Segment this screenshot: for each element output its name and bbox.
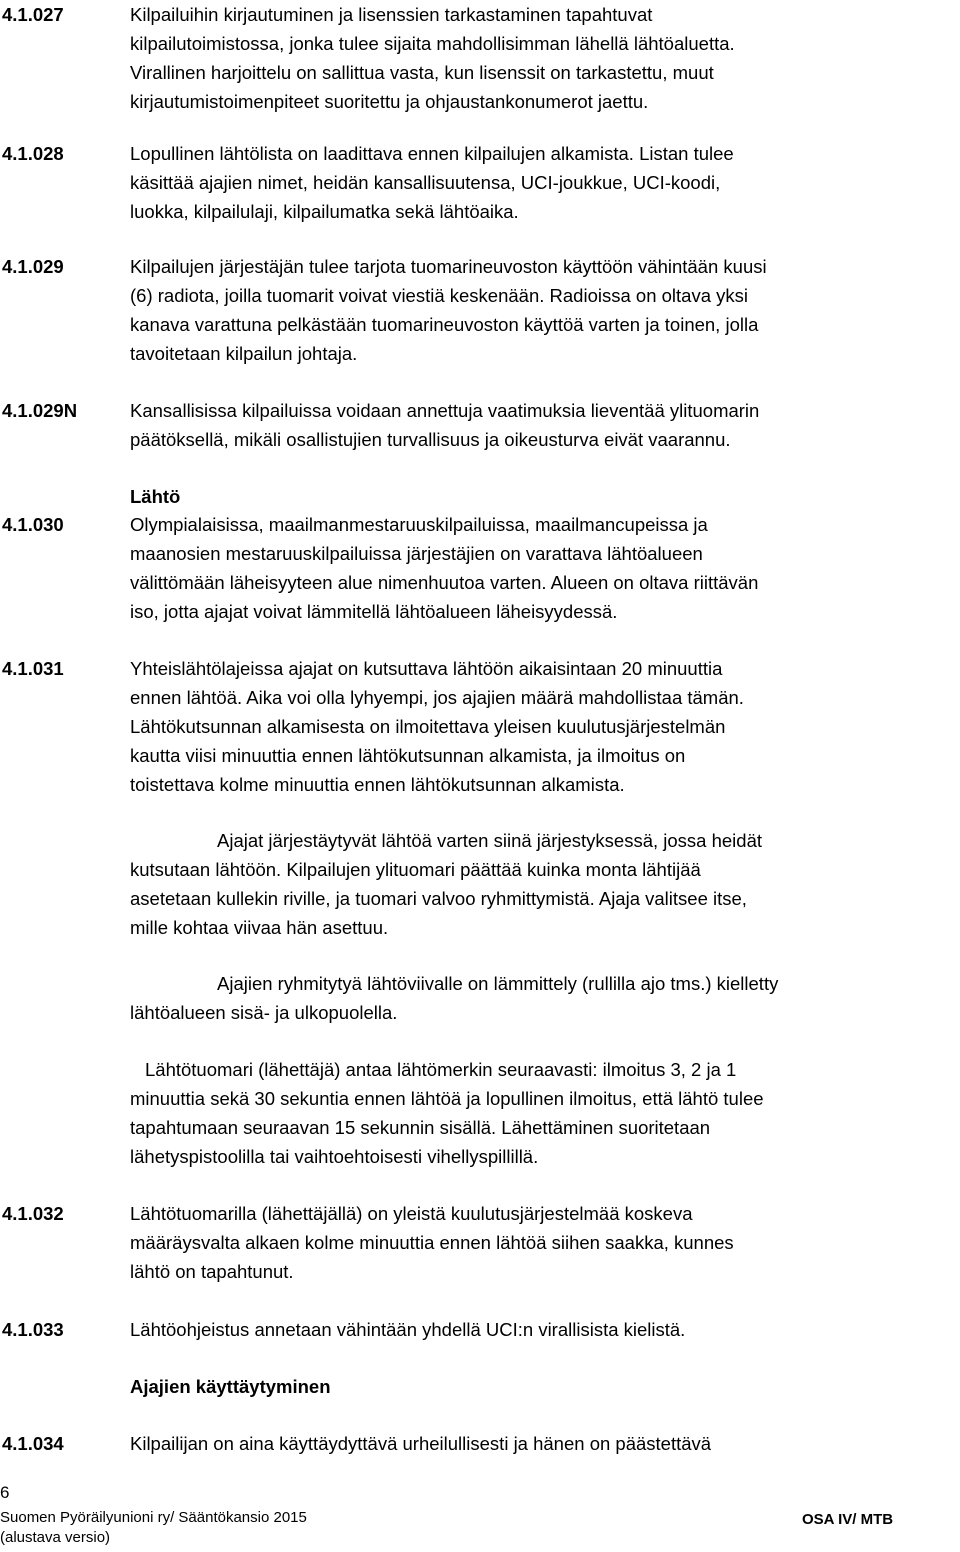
section-heading-start: Lähtö: [130, 486, 181, 507]
rule-text: [130, 1315, 960, 1344]
rule-text: [130, 969, 960, 1027]
rule-text: [130, 1055, 960, 1171]
text-line: kautta viisi minuuttia ennen lähtökutsunnan alkamista, ja ilmoitus on: [130, 745, 686, 767]
rule-text: [130, 654, 960, 799]
rule-text: [130, 826, 960, 942]
rule-text: [130, 1429, 960, 1458]
text-line: lähetyspistoolilla tai vaihtoehtoisesti vihellyspillillä.: [130, 1146, 539, 1168]
text-line: luokka, kilpailulaji, kilpailumatka sekä lähtöaika.: [130, 201, 519, 223]
text-line: Yhteislähtölajeissa ajajat on kutsuttava lähtöön aikaisintaan 20 minuuttia: [130, 658, 723, 679]
text-line: kilpailutoimistossa, jonka tulee sijaita mahdollisimman lähellä lähtöaluetta.: [130, 33, 735, 55]
text-line: määräysvalta alkaen kolme minuuttia ennen lähtöä siihen saakka, kunnes: [130, 1232, 734, 1254]
rule-text: [130, 0, 960, 116]
rule-number: 4.1.028: [2, 143, 64, 164]
text-line: asetetaan kullekin riville, ja tuomari valvoo ryhmittymistä. Ajaja valitsee itse,: [130, 888, 747, 910]
text-line: lähtö on tapahtunut.: [130, 1261, 294, 1283]
text-line: Ajajien ryhmitytyä lähtöviivalle on lämmittely (rullilla ajo tms.) kielletty: [217, 973, 779, 994]
text-line: Kansallisissa kilpailuissa voidaan annettuja vaatimuksia lieventää ylituomarin: [130, 400, 760, 421]
rule-number: 4.1.029: [2, 256, 64, 277]
page-number: 6: [0, 1483, 10, 1502]
section-heading-behaviour: Ajajien käyttäytyminen: [130, 1376, 331, 1397]
rule-text: [130, 1199, 960, 1286]
text-line: Lähtöohjeistus annetaan vähintään yhdellä UCI:n virallisista kielistä.: [130, 1319, 686, 1340]
rule-text: [130, 510, 960, 626]
text-line: Virallinen harjoittelu on sallittua vasta, kun lisenssit on tarkastettu, muut: [130, 62, 714, 84]
text-line: Olympialaisissa, maailmanmestaruuskilpailuissa, maailmancupeissa ja: [130, 514, 708, 535]
footer-section-code: OSA IV/ MTB: [802, 1511, 894, 1528]
footer-publisher-text: Suomen Pyöräilyunioni ry/ Sääntökansio 2015: [0, 1509, 307, 1526]
rule-text: [130, 139, 960, 226]
text-line: Kilpailuihin kirjautuminen ja lisenssien tarkastaminen tapahtuvat: [130, 4, 653, 25]
text-line: lähtöalueen sisä- ja ulkopuolella.: [130, 1002, 398, 1024]
rule-number: 4.1.029N: [2, 400, 78, 421]
text-line: kutsutaan lähtöön. Kilpailujen ylituomari päättää kuinka monta lähtijää: [130, 859, 701, 881]
text-line: minuuttia sekä 30 sekuntia ennen lähtöä ja lopullinen ilmoitus, että lähtö tulee: [130, 1088, 764, 1110]
text-line: Kilpailijan on aina käyttäydyttävä urheilullisesti ja hänen on päästettävä: [130, 1433, 712, 1454]
rule-number: 4.1.032: [2, 1203, 64, 1224]
text-line: välittömään läheisyyteen alue nimenhuutoa varten. Alueen on oltava riittävän: [130, 572, 759, 594]
text-line: Lähtötuomari (lähettäjä) antaa lähtömerkin seuraavasti: ilmoitus 3, 2 ja 1: [145, 1059, 737, 1080]
text-line: päätöksellä, mikäli osallistujien turvallisuus ja oikeusturva eivät vaarannu.: [130, 429, 731, 451]
text-line: kirjautumistoimenpiteet suoritettu ja ohjaustankonumerot jaettu.: [130, 91, 649, 113]
text-line: tapahtumaan seuraavan 15 sekunnin sisällä. Lähettäminen suoritetaan: [130, 1117, 711, 1139]
text-line: Lopullinen lähtölista on laadittava ennen kilpailujen alkamista. Listan tulee: [130, 143, 734, 164]
footer-publisher: [0, 1508, 307, 1548]
text-line: ennen lähtöä. Aika voi olla lyhyempi, jos ajajien määrä mahdollistaa tämän.: [130, 687, 744, 709]
rule-text: [130, 396, 960, 454]
text-line: tavoitetaan kilpailun johtaja.: [130, 343, 358, 365]
text-line: Kilpailujen järjestäjän tulee tarjota tuomarineuvoston käyttöön vähintään kuusi: [130, 256, 767, 277]
text-line: mille kohtaa viivaa hän asettuu.: [130, 917, 389, 939]
rule-number: 4.1.033: [2, 1319, 64, 1340]
text-line: Ajajat järjestäytyvät lähtöä varten siinä järjestyksessä, jossa heidät: [217, 830, 762, 851]
text-line: maanosien mestaruuskilpailuissa järjestäjien on varattava lähtöalueen: [130, 543, 703, 565]
text-line: käsittää ajajien nimet, heidän kansallisuutensa, UCI-joukkue, UCI-koodi,: [130, 172, 721, 194]
text-line: (6) radiota, joilla tuomarit voivat viestiä keskenään. Radioissa on oltava yksi: [130, 285, 748, 307]
rule-number: 4.1.027: [2, 4, 64, 25]
rule-number: 4.1.030: [2, 514, 64, 535]
footer-version-text: (alustava versio): [0, 1529, 111, 1546]
rule-number: 4.1.031: [2, 658, 64, 679]
rule-number: 4.1.034: [2, 1433, 64, 1454]
text-line: Lähtötuomarilla (lähettäjällä) on yleistä kuulutusjärjestelmää koskeva: [130, 1203, 693, 1224]
text-line: toistettava kolme minuuttia ennen lähtökutsunnan alkamista.: [130, 774, 625, 796]
text-line: iso, jotta ajajat voivat lämmitellä lähtöalueen läheisyydessä.: [130, 601, 618, 623]
rule-text: [130, 252, 960, 368]
text-line: Lähtökutsunnan alkamisesta on ilmoitettava yleisen kuulutusjärjestelmän: [130, 716, 726, 738]
text-line: kanava varattuna pelkästään tuomarineuvoston käyttöä varten ja toinen, jolla: [130, 314, 759, 336]
